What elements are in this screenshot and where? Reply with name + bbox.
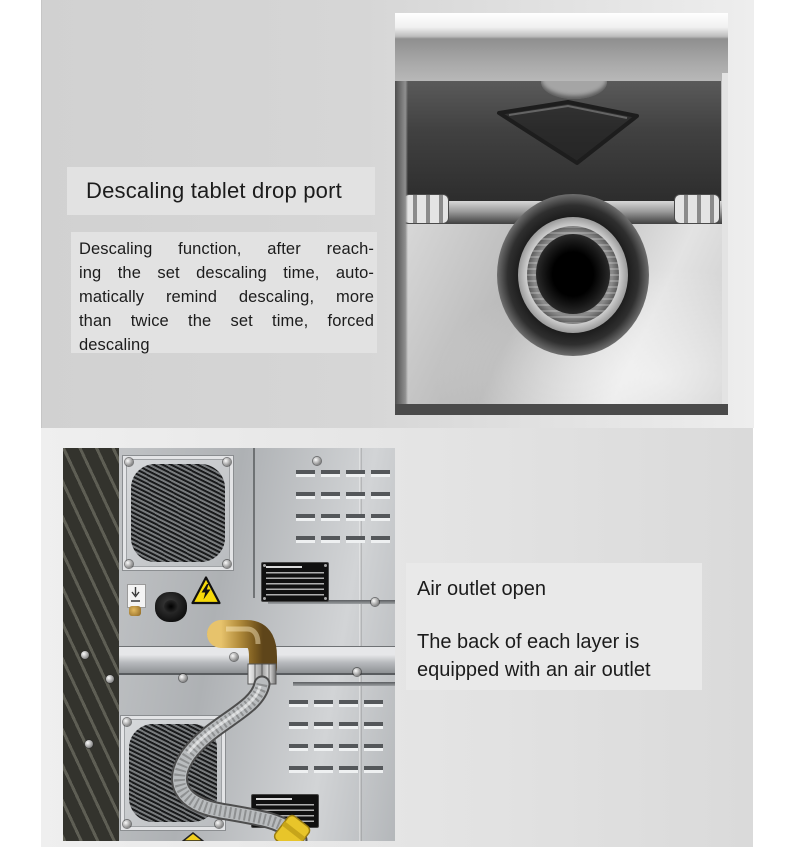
air-outlet-body-text — [417, 628, 702, 684]
photo-left-shadow-edge — [395, 81, 408, 411]
section-title: Descaling tablet drop port — [86, 178, 342, 203]
photo-lid-notch — [541, 81, 607, 99]
photo-hinge-left — [403, 194, 449, 224]
text-line: than twice the set time, forced — [79, 312, 374, 330]
text-line: descaling — [79, 336, 150, 354]
warning-triangle-tip — [183, 833, 203, 841]
photo-bottom-edge — [395, 404, 728, 415]
photo-metal-top-edge — [395, 13, 728, 39]
descaling-port-photo — [395, 13, 728, 415]
air-outlet-text-box — [406, 563, 702, 690]
air-outlet-title: Air outlet open — [417, 578, 546, 600]
photo-embossed-triangle — [493, 99, 643, 171]
photo-port-frame — [395, 39, 728, 81]
text-line: Descaling function, after reach- — [79, 240, 374, 258]
photo-hinge-right — [674, 194, 720, 224]
photo-drop-hole-opening — [536, 234, 610, 314]
section-body-text — [79, 237, 374, 357]
text-line: ing the set descaling time, auto- — [79, 264, 374, 282]
text-line: matically remind descaling, more — [79, 288, 374, 306]
photo-open-lid-recess — [401, 81, 721, 205]
descaling-section — [41, 0, 754, 428]
air-outlet-section — [41, 428, 753, 847]
text-line: The back of each layer is — [417, 631, 640, 653]
section-body-box — [71, 232, 377, 353]
text-line: equipped with an air outlet — [417, 659, 651, 681]
section-title-box — [67, 167, 375, 215]
machine-back-photo — [63, 448, 395, 841]
photo-right-highlight-edge — [722, 73, 728, 411]
gas-hose-assembly — [63, 448, 395, 841]
